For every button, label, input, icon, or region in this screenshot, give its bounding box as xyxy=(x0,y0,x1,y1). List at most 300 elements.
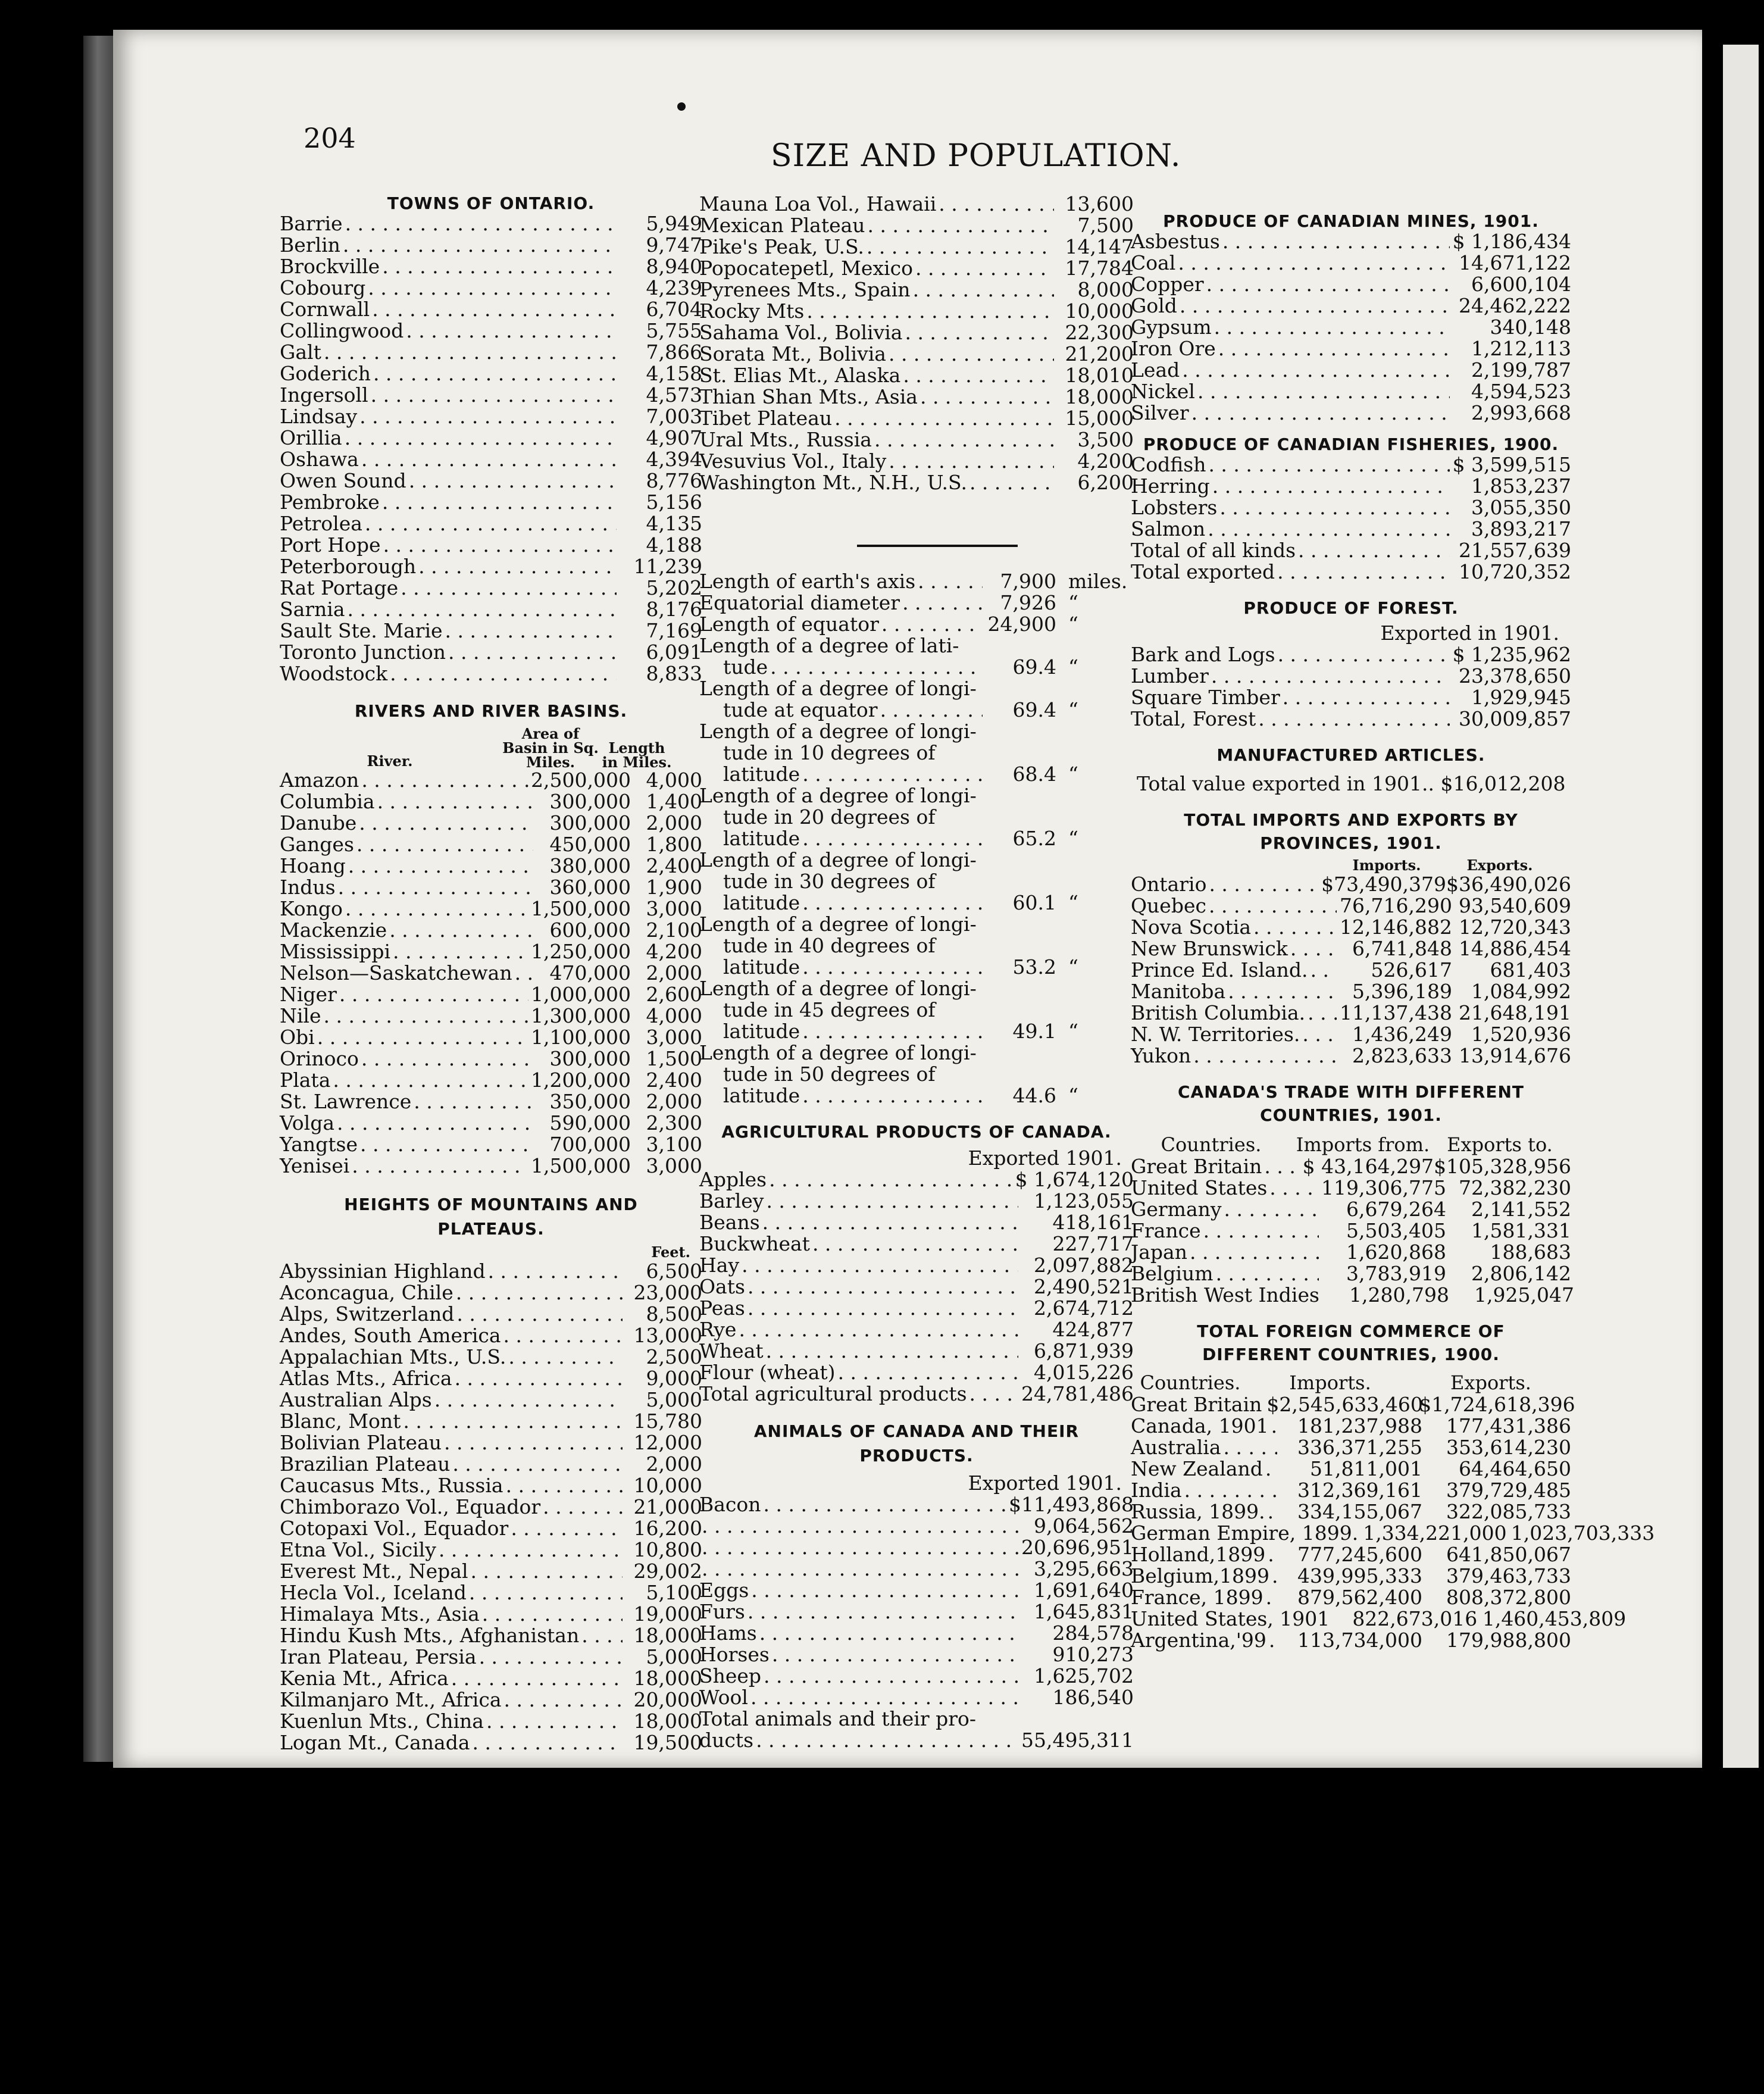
leader-dots xyxy=(1264,1156,1300,1177)
row-value: 4,135 xyxy=(646,512,702,535)
row-value: 777,245,600 xyxy=(1297,1543,1422,1566)
foreign-title-1: TOTAL FOREIGN COMMERCE OF xyxy=(1197,1321,1505,1341)
row-value: 350,000 xyxy=(549,1090,631,1113)
row-value: 1,925,047 xyxy=(1474,1283,1574,1307)
mountain-row xyxy=(280,1732,702,1754)
row-value: 12,720,343 xyxy=(1459,915,1571,939)
fish-row xyxy=(1131,454,1571,476)
row-label: Wool xyxy=(699,1686,748,1709)
row-value: 16,200 xyxy=(633,1517,702,1540)
row-label: Etna Vol., Sicily xyxy=(280,1538,436,1561)
row-value: 1,200,000 xyxy=(531,1068,631,1092)
leader-dots xyxy=(451,1668,623,1689)
leader-dots xyxy=(747,1601,1018,1623)
row-label: Cotopaxi Vol., Equador xyxy=(280,1517,509,1540)
foreign-row xyxy=(1131,1565,1571,1587)
row-label: Appalachian Mts., U.S. xyxy=(280,1345,506,1368)
row-label: Ingersoll xyxy=(280,383,368,407)
row-label: Cornwall xyxy=(280,298,370,321)
row-value: 340,148 xyxy=(1490,315,1571,339)
row-value: 526,617 xyxy=(1371,958,1452,982)
row-label: Rat Portage xyxy=(280,576,399,599)
mine-row xyxy=(1131,338,1571,360)
town-row xyxy=(280,277,702,299)
mountain-row xyxy=(699,258,1134,279)
row-label: Japan xyxy=(1131,1240,1187,1264)
row-value: 1,620,868 xyxy=(1346,1240,1446,1264)
row-label: Lead xyxy=(1131,358,1180,382)
row-value: 424,877 xyxy=(1052,1318,1134,1341)
row-value: 600,000 xyxy=(549,918,631,942)
row-value: 3,055,350 xyxy=(1471,496,1571,519)
earth-unit: “ xyxy=(1068,591,1078,614)
earth-unit: “ xyxy=(1068,612,1078,636)
manufactured-title: MANUFACTURED ARTICLES. xyxy=(1216,745,1485,765)
row-value: 3,000 xyxy=(646,1154,702,1177)
row-label: Hecla Vol., Iceland xyxy=(280,1581,467,1604)
leader-dots xyxy=(1184,1480,1277,1501)
mountain-row xyxy=(280,1711,702,1732)
town-row xyxy=(280,320,702,342)
row-value: 51,811,001 xyxy=(1310,1457,1422,1480)
earth-value: 49.1 xyxy=(1012,1020,1056,1043)
foreign-col-countries: Countries. xyxy=(1140,1371,1241,1394)
agri-row xyxy=(699,1233,1134,1255)
mine-row xyxy=(1131,402,1571,424)
row-value: $73,490,379 xyxy=(1321,873,1447,896)
earth-row xyxy=(699,914,1134,935)
row-value: 2,500 xyxy=(646,1345,702,1368)
leader-dots xyxy=(1265,1458,1277,1480)
row-value: 2,400 xyxy=(646,854,702,877)
mines-list xyxy=(1131,231,1571,424)
row-label: New Brunswick xyxy=(1131,937,1288,960)
forest-list xyxy=(1131,644,1571,730)
earth-label: tude in 30 degrees of xyxy=(723,870,936,893)
row-value: 6,704 xyxy=(646,298,702,321)
row-value: 29,002 xyxy=(633,1559,702,1583)
province-row xyxy=(1131,960,1571,981)
row-value: 2,000 xyxy=(646,1452,702,1476)
fish-row xyxy=(1131,561,1571,583)
row-label: Toronto Junction xyxy=(280,640,446,664)
row-value: 1,100,000 xyxy=(531,1026,631,1049)
leader-dots xyxy=(406,320,617,342)
earth-label: Length of a degree of longi- xyxy=(699,977,977,1000)
row-label: France, 1899 xyxy=(1131,1586,1263,1609)
leader-dots xyxy=(471,1561,623,1582)
row-value: 12,146,882 xyxy=(1340,915,1452,939)
trade-row xyxy=(1131,1242,1571,1263)
river-row xyxy=(280,1112,702,1134)
leader-dots xyxy=(361,449,617,470)
row-value: 353,614,230 xyxy=(1446,1436,1571,1459)
mountain-row xyxy=(699,215,1134,236)
row-value: 13,914,676 xyxy=(1459,1044,1571,1067)
leader-dots xyxy=(1277,561,1450,583)
fish-row xyxy=(1131,518,1571,540)
row-value: 4,239 xyxy=(646,276,702,299)
row-value: 2,097,882 xyxy=(1034,1254,1134,1277)
row-value: 3,893,217 xyxy=(1471,517,1571,540)
row-label: Thian Shan Mts., Asia xyxy=(699,385,918,408)
leader-dots xyxy=(444,1432,623,1454)
leader-dots xyxy=(1272,1565,1277,1587)
row-value: 13,000 xyxy=(633,1324,702,1347)
leader-dots xyxy=(348,855,533,877)
mine-row xyxy=(1131,274,1571,295)
row-label: Lumber xyxy=(1131,664,1209,687)
row-value: $ 1,186,434 xyxy=(1452,230,1571,253)
mountains-col-feet: Feet. xyxy=(651,1243,690,1261)
row-label: Hay xyxy=(699,1254,740,1277)
leader-dots xyxy=(1203,1220,1319,1242)
river-row xyxy=(280,1134,702,1155)
row-label: Orillia xyxy=(280,426,342,449)
earth-row xyxy=(699,1042,1134,1064)
row-label: Washington Mt., N.H., U.S. xyxy=(699,471,967,494)
row-value: 8,833 xyxy=(646,662,702,685)
row-value: 1,123,055 xyxy=(1034,1189,1134,1212)
foreign-title-2: DIFFERENT COUNTRIES, 1900. xyxy=(1202,1345,1500,1364)
leader-dots xyxy=(874,429,1054,451)
leader-dots xyxy=(479,1646,623,1668)
column-middle xyxy=(699,193,1134,1751)
trade-list xyxy=(1131,1155,1574,1307)
river-row xyxy=(280,770,702,791)
row-label: Nickel xyxy=(1131,380,1195,403)
row-value: 181,237,988 xyxy=(1297,1414,1422,1437)
row-value: $ 1,235,962 xyxy=(1452,643,1571,666)
row-label: Kenia Mt., Africa xyxy=(280,1667,449,1690)
row-value: 24,462,222 xyxy=(1459,294,1571,317)
leader-dots xyxy=(902,592,983,614)
row-value: 4,200 xyxy=(646,940,702,963)
row-value: 1,500,000 xyxy=(531,1154,631,1177)
row-value: 8,776 xyxy=(646,469,702,492)
leader-dots xyxy=(338,877,533,898)
row-value: 8,176 xyxy=(646,598,702,621)
row-value: 322,085,733 xyxy=(1446,1500,1571,1523)
row-value: 1,000,000 xyxy=(531,983,631,1006)
leader-dots xyxy=(920,386,1054,408)
foreign-col-exports: Exports. xyxy=(1450,1371,1531,1394)
mine-row xyxy=(1131,231,1571,252)
leader-dots xyxy=(368,277,617,299)
leader-dots xyxy=(343,235,617,256)
row-label: France xyxy=(1131,1219,1201,1242)
mountain-row xyxy=(280,1304,702,1325)
earth-label: latitude xyxy=(723,827,800,850)
mountain-row xyxy=(280,1282,702,1304)
row-label: Russia, 1899. xyxy=(1131,1500,1265,1523)
row-label: Argentina,'99 xyxy=(1131,1629,1266,1652)
foreign-row xyxy=(1131,1521,1655,1545)
row-value: 3,783,919 xyxy=(1346,1262,1446,1285)
row-value: 3,100 xyxy=(646,1133,702,1156)
row-label: Logan Mt., Canada xyxy=(280,1731,470,1754)
earth-value: 7,900 xyxy=(1000,570,1056,593)
row-value: 439,995,333 xyxy=(1297,1564,1422,1587)
row-value: 450,000 xyxy=(549,833,631,856)
row-label: Ganges xyxy=(280,833,354,856)
town-row xyxy=(280,599,702,620)
earth-label: tude xyxy=(723,655,768,679)
mountain-row xyxy=(699,236,1134,258)
row-value: 72,382,230 xyxy=(1459,1176,1571,1199)
row-value: 4,000 xyxy=(646,768,702,792)
leader-dots xyxy=(766,1190,1018,1212)
row-label: Pyrenees Mts., Spain xyxy=(699,278,911,301)
row-value: 822,673,016 xyxy=(1352,1607,1478,1630)
mountains-list-continued xyxy=(699,193,1134,493)
row-label: Brockville xyxy=(280,255,380,278)
foreign-row xyxy=(1131,1393,1575,1416)
row-label: Eggs xyxy=(699,1579,749,1602)
row-value: 5,396,189 xyxy=(1352,980,1452,1003)
row-value: 1,520,936 xyxy=(1471,1023,1571,1046)
row-label: Australian Alps xyxy=(280,1388,432,1411)
row-value: 2,300 xyxy=(646,1111,702,1134)
leader-dots xyxy=(905,322,1054,343)
earth-row xyxy=(699,592,1134,614)
forest-row xyxy=(1131,687,1571,708)
row-label: Germany xyxy=(1131,1198,1222,1221)
row-label: Chimborazo Vol., Equador xyxy=(280,1495,541,1518)
agri-row xyxy=(699,1362,1134,1383)
row-label: Blanc, Mont xyxy=(280,1409,401,1433)
row-value: 23,000 xyxy=(633,1281,702,1304)
earth-label: latitude xyxy=(723,955,800,979)
leader-dots xyxy=(1224,1437,1277,1458)
province-row xyxy=(1131,1002,1571,1024)
row-label: Total exported xyxy=(1131,560,1275,583)
leader-dots xyxy=(1258,708,1450,730)
mountain-row xyxy=(280,1539,702,1561)
row-value: 22,300 xyxy=(1065,321,1134,344)
row-value: 6,500 xyxy=(646,1259,702,1283)
earth-row xyxy=(699,892,1134,914)
leader-dots xyxy=(371,385,617,406)
animals-title-2: PRODUCTS. xyxy=(859,1446,974,1465)
row-label: Iran Plateau, Persia xyxy=(280,1645,477,1668)
earth-unit: “ xyxy=(1068,1020,1078,1043)
leader-dots xyxy=(1216,1263,1319,1284)
row-value: 1,334,221,000 xyxy=(1363,1521,1507,1545)
leader-dots xyxy=(1271,1415,1277,1437)
mountain-row xyxy=(699,365,1134,386)
earth-label: Length of a degree of longi- xyxy=(699,1041,977,1064)
leader-dots xyxy=(1191,402,1450,424)
forest-row xyxy=(1131,644,1571,665)
leader-dots xyxy=(1182,360,1450,381)
row-label: Barrie xyxy=(280,212,343,235)
fisheries-list xyxy=(1131,454,1571,583)
agri-title: AGRICULTURAL PRODUCTS OF CANADA. xyxy=(721,1122,1112,1142)
leader-dots xyxy=(348,599,617,620)
provinces-header xyxy=(1131,857,1571,874)
trade-row xyxy=(1131,1199,1571,1220)
row-value: 1,300,000 xyxy=(531,1004,631,1027)
row-label: Total agricultural products xyxy=(699,1382,967,1405)
leader-dots xyxy=(393,941,528,962)
provinces-col-imports: Imports. xyxy=(1352,857,1421,874)
column-right xyxy=(1131,211,1655,1652)
forest-title: PRODUCE OF FOREST. xyxy=(1243,598,1459,618)
row-value: 2,823,633 xyxy=(1352,1044,1452,1067)
earth-value: 53.2 xyxy=(1012,955,1056,979)
row-value: 18,010 xyxy=(1065,364,1134,387)
leader-dots xyxy=(365,513,617,535)
earth-label: latitude xyxy=(723,762,800,786)
next-page-edge xyxy=(1723,45,1759,1768)
row-value: 5,503,405 xyxy=(1346,1219,1446,1242)
town-row xyxy=(280,406,702,427)
earth-row xyxy=(699,828,1134,849)
leader-dots xyxy=(1208,518,1450,540)
row-label: Vesuvius Vol., Italy xyxy=(699,449,887,473)
row-value: 2,490,521 xyxy=(1034,1275,1134,1298)
mountain-row xyxy=(699,429,1134,451)
mountain-row xyxy=(699,322,1134,343)
row-label: Orinoco xyxy=(280,1047,359,1070)
row-value: 2,500,000 xyxy=(531,768,631,792)
leader-dots xyxy=(750,1687,1018,1708)
leader-dots xyxy=(702,1558,1018,1580)
row-value: 681,403 xyxy=(1490,958,1571,982)
leader-dots xyxy=(880,699,983,721)
row-value: 20,696,951 xyxy=(1021,1536,1134,1559)
town-row xyxy=(280,492,702,513)
leader-dots xyxy=(1214,317,1450,338)
leader-dots xyxy=(1193,1045,1337,1067)
row-label: Gold xyxy=(1131,294,1177,317)
trade-title-1: CANADA'S TRADE WITH DIFFERENT xyxy=(1177,1082,1524,1102)
row-label: Volga xyxy=(280,1111,335,1134)
town-row xyxy=(280,620,702,642)
row-value: $ 3,599,515 xyxy=(1452,453,1571,476)
row-label: Wheat xyxy=(699,1339,764,1362)
row-value: 5,156 xyxy=(646,490,702,514)
leader-dots xyxy=(383,535,617,556)
row-label: Manitoba xyxy=(1131,980,1226,1003)
river-row xyxy=(280,834,702,855)
leader-dots xyxy=(390,663,617,685)
row-value: 2,674,712 xyxy=(1034,1296,1134,1320)
row-label: Plata xyxy=(280,1068,331,1092)
foreign-row xyxy=(1131,1480,1571,1501)
mountain-row xyxy=(280,1346,702,1368)
animals-total-line-1: Total animals and their pro- xyxy=(699,1707,977,1730)
leader-dots xyxy=(838,1362,1018,1383)
mountain-row xyxy=(280,1604,702,1625)
row-label: Furs xyxy=(699,1600,745,1623)
rivers-col-length: Length in Miles. xyxy=(602,739,672,771)
leader-dots xyxy=(913,279,1054,301)
earth-unit: “ xyxy=(1068,955,1078,979)
row-label: New Zealand xyxy=(1131,1457,1263,1480)
row-label: Ural Mts., Russia xyxy=(699,428,872,451)
earth-unit: “ xyxy=(1068,1084,1078,1107)
province-row xyxy=(1131,895,1571,917)
earth-row xyxy=(699,978,1134,999)
row-value: 7,500 xyxy=(1077,214,1134,237)
row-value: 5,100 xyxy=(646,1581,702,1604)
row-label: Prince Ed. Island. xyxy=(1131,958,1308,982)
mountain-row xyxy=(699,386,1134,408)
rivers-list xyxy=(280,770,702,1177)
agri-row xyxy=(699,1298,1134,1319)
row-value: 18,000 xyxy=(633,1709,702,1733)
animal-row xyxy=(699,1623,1134,1644)
leader-dots xyxy=(918,571,983,592)
row-label: Yukon xyxy=(1131,1044,1191,1067)
forest-row xyxy=(1131,708,1571,730)
mountain-row xyxy=(280,1325,702,1346)
leader-dots xyxy=(1302,1024,1337,1045)
leader-dots xyxy=(1206,274,1450,295)
row-value: 15,780 xyxy=(633,1409,702,1433)
row-value: 284,578 xyxy=(1052,1621,1134,1645)
agri-row xyxy=(699,1276,1134,1298)
mountain-row xyxy=(699,451,1134,472)
leader-dots xyxy=(1268,1544,1277,1565)
row-value: 119,306,775 xyxy=(1321,1176,1446,1199)
leader-dots xyxy=(802,957,983,978)
row-value: 10,000 xyxy=(1065,299,1134,323)
earth-label: latitude xyxy=(723,891,800,914)
row-label: Coal xyxy=(1131,251,1176,274)
earth-label: tude at equator xyxy=(723,698,878,721)
leader-dots xyxy=(414,1091,533,1112)
mountain-row xyxy=(699,279,1134,301)
leader-dots xyxy=(359,406,617,427)
trade-col-exports: Exports to. xyxy=(1447,1133,1553,1156)
leader-dots xyxy=(1209,874,1319,895)
row-value: 177,431,386 xyxy=(1446,1414,1571,1437)
animal-row xyxy=(699,1515,1134,1537)
row-label: Peterborough xyxy=(280,555,417,578)
town-row xyxy=(280,299,702,320)
earth-label: Equatorial diameter xyxy=(699,591,900,614)
row-label: Salmon xyxy=(1131,517,1206,540)
leader-dots xyxy=(764,1665,1018,1687)
river-row xyxy=(280,877,702,898)
row-label: United States, 1901 xyxy=(1131,1607,1330,1630)
row-label: German Empire, 1899. xyxy=(1131,1521,1359,1545)
rivers-col-area: Area of Basin in Sq. Miles. xyxy=(502,725,599,771)
column-left xyxy=(280,193,702,1754)
town-row xyxy=(280,342,702,363)
foreign-row xyxy=(1131,1607,1627,1630)
row-value: 4,594,523 xyxy=(1471,380,1571,403)
row-value: 1,625,702 xyxy=(1034,1664,1134,1687)
leader-dots xyxy=(455,1368,623,1389)
earth-row xyxy=(699,957,1134,978)
row-value: 7,866 xyxy=(646,340,702,364)
leader-dots xyxy=(1290,938,1337,960)
river-row xyxy=(280,1027,702,1048)
agri-list xyxy=(699,1169,1134,1405)
row-label: Quebec xyxy=(1131,894,1206,917)
earth-measurements xyxy=(699,571,1134,1107)
leader-dots xyxy=(747,1298,1018,1319)
mountain-row xyxy=(280,1561,702,1582)
earth-unit: “ xyxy=(1068,891,1078,914)
row-label: Yangtse xyxy=(280,1133,358,1156)
town-row xyxy=(280,363,702,385)
animals-total-row xyxy=(699,1730,1134,1751)
